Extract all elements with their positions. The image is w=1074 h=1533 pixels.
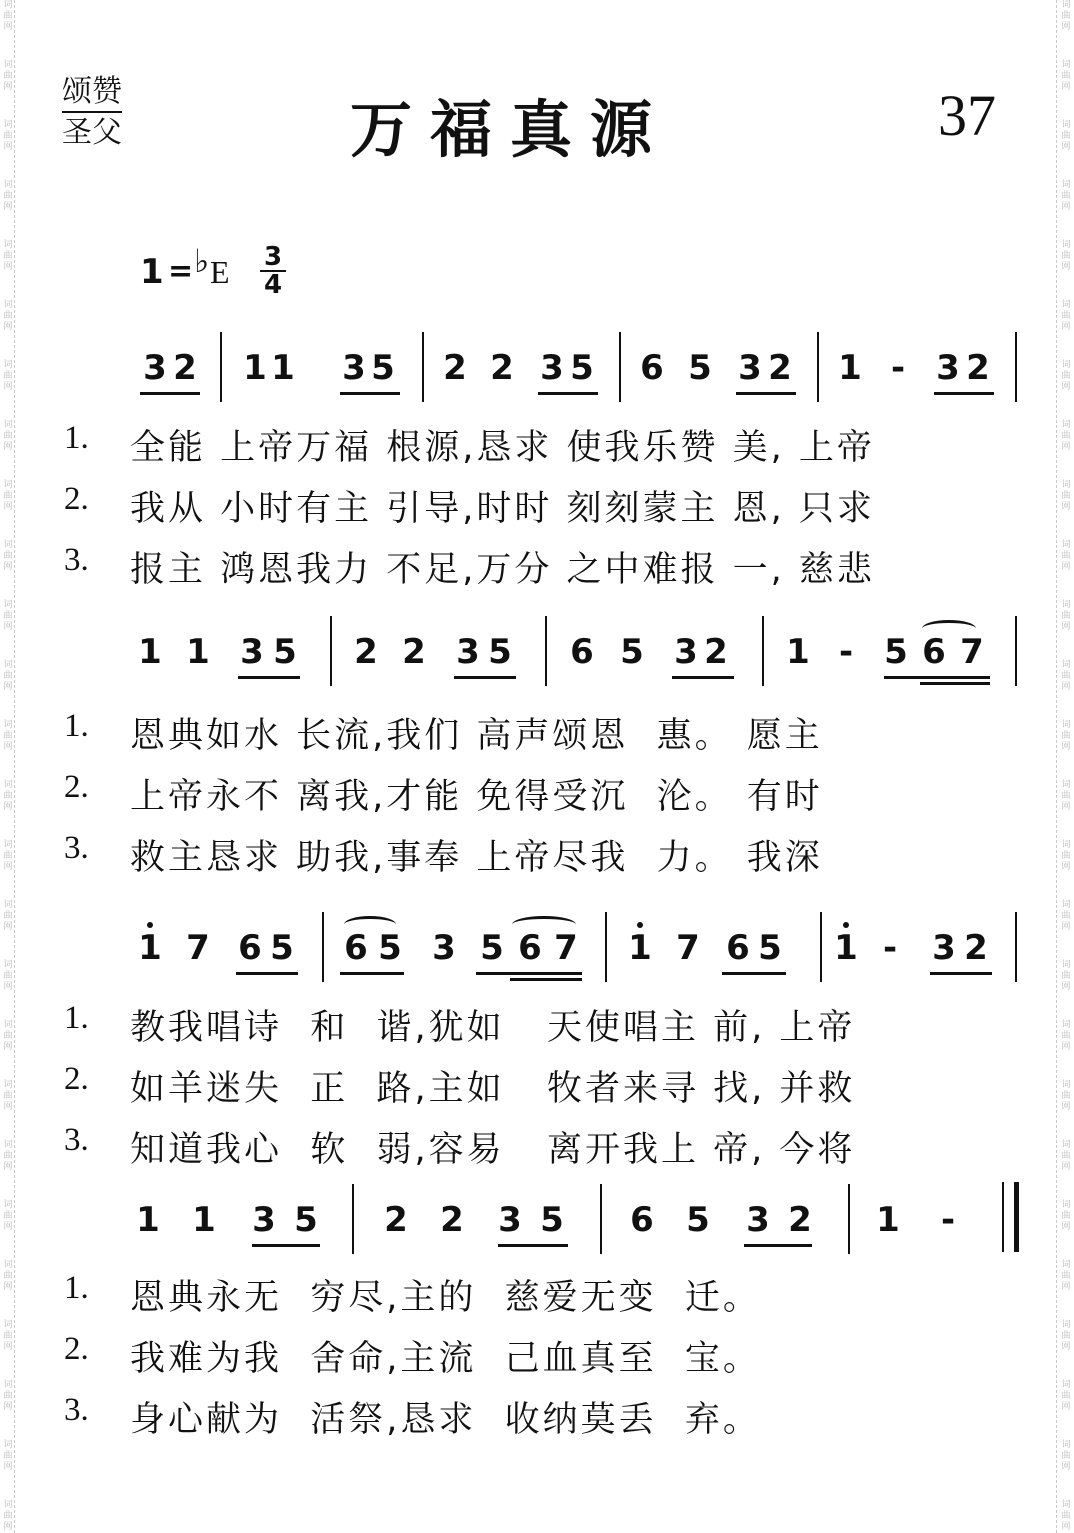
watermark-text: 词 曲 网 — [1061, 720, 1071, 752]
note-1: 1 — [838, 348, 862, 388]
beam-underline — [722, 972, 786, 975]
watermark-text: 词 曲 网 — [3, 1500, 13, 1532]
watermark-text: 词 曲 网 — [3, 900, 13, 932]
watermark-text: 词 曲 网 — [3, 960, 13, 992]
verse-number: 3. — [64, 830, 89, 866]
bar-line — [322, 912, 324, 982]
hymn-title: 万福真源 — [350, 93, 671, 166]
verse-number: 2. — [64, 769, 89, 805]
watermark-text: 词 曲 网 — [1061, 1500, 1071, 1532]
watermark-text: 词 曲 网 — [3, 300, 13, 332]
note-2: 2 — [964, 928, 988, 968]
key-equals: = — [168, 254, 194, 289]
bar-line — [545, 616, 547, 686]
note-1: 1 — [876, 1200, 900, 1240]
beam-underline — [930, 972, 992, 975]
beam-underline — [476, 972, 582, 975]
lyric-line: 身心献为 活祭,恳求 收纳莫丢 弃。 — [130, 1400, 761, 1440]
bar-line — [330, 616, 332, 686]
bar-line — [220, 332, 222, 402]
note-2: 2 — [966, 348, 990, 388]
note-7: 7 — [960, 632, 984, 672]
verse-number: 3. — [64, 542, 89, 578]
verse-number: 2. — [64, 481, 89, 517]
lyric-line: 恩典如水 长流,我们 高声颂恩 惠。 愿主 — [130, 716, 823, 756]
hymn-number: 37 — [938, 83, 996, 148]
verse-number: 2. — [64, 1061, 89, 1097]
note-5: 5 — [688, 348, 712, 388]
note-6: 6 — [726, 928, 750, 968]
verse-number: 1. — [64, 708, 89, 744]
bar-line — [422, 332, 424, 402]
note-2: 2 — [402, 632, 426, 672]
note-1: 1 — [786, 632, 810, 672]
bar-line — [600, 1184, 602, 1254]
key-tone: E — [210, 254, 230, 290]
bar-line — [605, 912, 607, 982]
hymn-category — [62, 74, 122, 151]
watermark-text: 词 曲 网 — [1061, 1200, 1071, 1232]
note-2: 2 — [788, 1200, 812, 1240]
watermark-text: 词 曲 网 — [1061, 60, 1071, 92]
watermark-text: 词 曲 网 — [3, 180, 13, 212]
note-5: 5 — [270, 928, 294, 968]
left-margin-line — [14, 0, 15, 1533]
watermark-text: 词 曲 网 — [3, 480, 13, 512]
note-5: 5 — [488, 632, 512, 672]
note-5: 5 — [686, 1200, 710, 1240]
note-5: 5 — [480, 928, 504, 968]
watermark-text: 词 曲 网 — [3, 60, 13, 92]
beam-underline-double — [510, 978, 582, 981]
beam-underline — [744, 1244, 812, 1247]
beam-underline — [140, 392, 200, 395]
note-7: 7 — [554, 928, 578, 968]
watermark-text: 词 曲 网 — [1061, 960, 1071, 992]
verse-number: 1. — [64, 1270, 89, 1306]
note-5: 5 — [371, 348, 395, 388]
watermark-text: 词 曲 网 — [1061, 120, 1071, 152]
note-2: 2 — [440, 1200, 464, 1240]
note-5: 5 — [570, 348, 594, 388]
note-2: 2 — [384, 1200, 408, 1240]
note-3: 3 — [498, 1200, 522, 1240]
note-2: 2 — [490, 348, 514, 388]
lyric-line: 教我唱诗 和 谐,犹如 天使唱主 前, 上帝 — [130, 1008, 856, 1048]
bar-line — [762, 616, 764, 686]
watermark-text: 词 曲 网 — [1061, 300, 1071, 332]
note-6: 6 — [640, 348, 664, 388]
high-octave-dot — [147, 922, 153, 928]
bar-line — [619, 332, 621, 402]
watermark-text: 词 曲 网 — [3, 1260, 13, 1292]
note-5: 5 — [378, 928, 402, 968]
beam-underline — [538, 392, 598, 395]
slur — [922, 620, 976, 637]
watermark-text: 词 曲 网 — [3, 780, 13, 812]
high-octave-dot — [637, 922, 643, 928]
note-1: 1 — [138, 632, 162, 672]
note-5: 5 — [294, 1200, 318, 1240]
watermark-text: 词 曲 网 — [3, 1320, 13, 1352]
watermark-text: 词 曲 网 — [1061, 0, 1071, 32]
watermark-text: 词 曲 网 — [1061, 420, 1071, 452]
watermark-text: 词 曲 网 — [3, 0, 13, 32]
high-octave-dot — [843, 922, 849, 928]
watermark-text: 词 曲 网 — [3, 720, 13, 752]
lyric-line: 如羊迷失 正 路,主如 牧者来寻 找, 并救 — [130, 1069, 856, 1109]
watermark-text: 词 曲 网 — [3, 120, 13, 152]
watermark-text: 词 曲 网 — [3, 600, 13, 632]
beam-underline — [340, 972, 404, 975]
bar-line — [1015, 616, 1017, 686]
slur — [344, 916, 396, 933]
bar-line — [1015, 332, 1017, 402]
note-1: 1 — [192, 1200, 216, 1240]
watermark-text: 词 曲 网 — [3, 540, 13, 572]
slur — [512, 916, 576, 933]
bar-line — [820, 912, 822, 982]
beam-underline — [238, 676, 300, 679]
beam-underline — [736, 392, 796, 395]
watermark-text: 词 曲 网 — [3, 660, 13, 692]
note-1-high: 1 — [138, 928, 162, 968]
beam-underline — [498, 1244, 568, 1247]
watermark-text: 词 曲 网 — [1061, 1320, 1071, 1352]
note-3: 3 — [932, 928, 956, 968]
verse-number: 1. — [64, 1000, 89, 1036]
time-signature — [260, 244, 286, 298]
note-5: 5 — [758, 928, 782, 968]
rest-dash: - — [890, 348, 906, 388]
note-5: 5 — [884, 632, 908, 672]
note-3: 3 — [738, 348, 762, 388]
beam-underline — [454, 676, 516, 679]
note-7: 7 — [186, 928, 210, 968]
note-3: 3 — [252, 1200, 276, 1240]
note-3: 3 — [540, 348, 564, 388]
watermark-text: 词 曲 网 — [1061, 1380, 1071, 1412]
note-1: 1 — [186, 632, 210, 672]
bar-line — [1015, 912, 1017, 982]
watermark-text: 词 曲 网 — [1061, 660, 1071, 692]
watermark-text: 词 曲 网 — [3, 1380, 13, 1412]
note-6: 6 — [630, 1200, 654, 1240]
watermark-text: 词 曲 网 — [3, 240, 13, 272]
lyric-line: 恩典永无 穷尽,主的 慈爱无变 迁。 — [130, 1278, 761, 1318]
verse-number: 3. — [64, 1392, 89, 1428]
verse-number: 2. — [64, 1331, 89, 1367]
watermark-text: 词 曲 网 — [3, 360, 13, 392]
note-6: 6 — [570, 632, 594, 672]
watermark-text: 词 曲 网 — [3, 1080, 13, 1112]
lyric-line: 全能 上帝万福 根源,恳求 使我乐赞 美, 上帝 — [130, 428, 875, 468]
key-do: 1 — [140, 252, 164, 292]
watermark-text: 词 曲 网 — [3, 1020, 13, 1052]
rest-dash: - — [940, 1200, 956, 1240]
note-2: 2 — [354, 632, 378, 672]
note-3: 3 — [674, 632, 698, 672]
note-5: 5 — [540, 1200, 564, 1240]
lyric-line: 我难为我 舍命,主流 己血真至 宝。 — [130, 1339, 761, 1379]
bar-line — [848, 1184, 850, 1254]
note-1: 1 — [136, 1200, 160, 1240]
note-2: 2 — [768, 348, 792, 388]
bar-line — [352, 1184, 354, 1254]
note-1: 1 — [271, 348, 295, 388]
note-3: 3 — [746, 1200, 770, 1240]
note-3: 3 — [240, 632, 264, 672]
lyric-line: 上帝永不 离我,才能 免得受沉 沦。 有时 — [130, 777, 823, 817]
watermark-text: 词 曲 网 — [1061, 540, 1071, 572]
note-6: 6 — [344, 928, 368, 968]
note-2: 2 — [704, 632, 728, 672]
beam-underline — [340, 392, 400, 395]
note-6: 6 — [922, 632, 946, 672]
watermark-text: 词 曲 网 — [1061, 840, 1071, 872]
note-1-high: 1 — [834, 928, 858, 968]
watermark-text: 词 曲 网 — [1061, 1140, 1071, 1172]
note-6: 6 — [238, 928, 262, 968]
beam-underline — [934, 392, 994, 395]
time-denominator: 4 — [263, 270, 283, 300]
watermark-text: 词 曲 网 — [1061, 1020, 1071, 1052]
watermark-text: 词 曲 网 — [1061, 1260, 1071, 1292]
note-7: 7 — [676, 928, 700, 968]
watermark-text: 词 曲 网 — [3, 840, 13, 872]
watermark-text: 词 曲 网 — [3, 420, 13, 452]
note-1: 1 — [243, 348, 267, 388]
note-3: 3 — [342, 348, 366, 388]
note-3: 3 — [936, 348, 960, 388]
lyric-line: 报主 鸿恩我力 不足,万分 之中难报 一, 慈悲 — [130, 550, 875, 590]
note-5: 5 — [620, 632, 644, 672]
watermark-text: 词 曲 网 — [3, 1440, 13, 1472]
watermark-text: 词 曲 网 — [1061, 240, 1071, 272]
beam-underline — [236, 972, 298, 975]
right-margin-line — [1056, 0, 1057, 1533]
rest-dash: - — [882, 928, 898, 968]
rest-dash: - — [838, 632, 854, 672]
beam-underline-double — [920, 682, 990, 685]
beam-underline — [884, 676, 990, 679]
note-3: 3 — [432, 928, 456, 968]
category-label: 颂赞 — [62, 74, 122, 113]
flat-sign: ♭ — [194, 242, 210, 280]
watermark-text: 词 曲 网 — [1061, 480, 1071, 512]
note-3: 3 — [456, 632, 480, 672]
final-bar-thin — [1002, 1182, 1004, 1252]
verse-number: 3. — [64, 1122, 89, 1158]
note-3: 3 — [143, 348, 167, 388]
watermark-text: 词 曲 网 — [3, 1140, 13, 1172]
note-2: 2 — [173, 348, 197, 388]
watermark-text: 词 曲 网 — [1061, 1440, 1071, 1472]
lyric-line: 知道我心 软 弱,容易 离开我上 帝, 今将 — [130, 1130, 856, 1170]
verse-number: 1. — [64, 420, 89, 456]
watermark-text: 词 曲 网 — [1061, 600, 1071, 632]
watermark-text: 词 曲 网 — [1061, 1080, 1071, 1112]
final-bar-thick — [1014, 1182, 1019, 1252]
lyric-line: 我从 小时有主 引导,时时 刻刻蒙主 恩, 只求 — [130, 489, 875, 529]
watermark-text: 词 曲 网 — [1061, 900, 1071, 932]
note-2: 2 — [443, 348, 467, 388]
watermark-text: 词 曲 网 — [1061, 780, 1071, 812]
watermark-text: 词 曲 网 — [1061, 180, 1071, 212]
note-6: 6 — [518, 928, 542, 968]
subcategory-label: 圣父 — [62, 115, 122, 150]
bar-line — [817, 332, 819, 402]
time-numerator: 3 — [260, 244, 286, 272]
watermark-text: 词 曲 网 — [3, 1200, 13, 1232]
beam-underline — [672, 676, 734, 679]
lyric-line: 救主恳求 助我,事奉 上帝尽我 力。 我深 — [130, 838, 823, 878]
note-1-high: 1 — [628, 928, 652, 968]
beam-underline — [252, 1244, 320, 1247]
note-5: 5 — [273, 632, 297, 672]
watermark-text: 词 曲 网 — [1061, 360, 1071, 392]
